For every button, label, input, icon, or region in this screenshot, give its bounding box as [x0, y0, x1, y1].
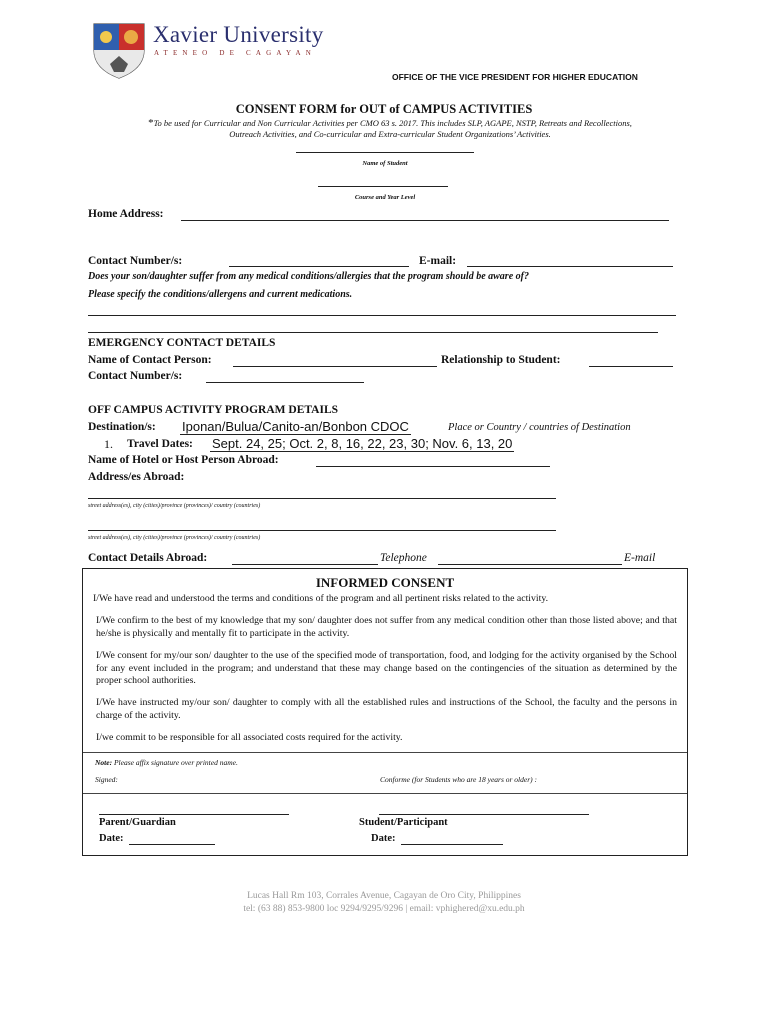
student-date-line[interactable] — [401, 844, 503, 845]
email-abroad-label: E-mail — [624, 552, 656, 564]
note-text: Please affix signature over printed name. — [113, 758, 238, 767]
address-caption-1: street address(es), city (cities)/province (provinces)/ country (countries) — [88, 503, 261, 509]
contact-abroad-label: Contact Details Abroad: — [88, 552, 208, 564]
contact-numbers-label: Contact Number/s: — [88, 255, 183, 267]
parent-guardian-label: Parent/Guardian — [99, 817, 176, 828]
conforme-label: Conforme (for Students who are 18 years or older) : — [380, 775, 538, 784]
home-address-label: Home Address: — [88, 208, 164, 220]
relationship-line[interactable] — [589, 366, 673, 367]
note-line-1: To be used for Curricular and Non Curricular Activities per CMO 63 s. 2017. This includes SLP, AGAPE, NSTP, Retreats and Recollections, — [153, 118, 632, 128]
program-heading: OFF CAMPUS ACTIVITY PROGRAM DETAILS — [88, 404, 339, 416]
address-abroad-line-2[interactable] — [88, 530, 556, 531]
emergency-contact-number-label: Contact Number/s: — [88, 370, 183, 382]
parent-signature-line[interactable] — [99, 814, 289, 815]
emergency-heading: EMERGENCY CONTACT DETAILS — [88, 337, 276, 349]
destination-label: Destination/s: — [88, 421, 156, 433]
note-line-2: Outreach Activities, and Co-curricular and Extra-curricular Student Organizations’ Activities. — [229, 129, 551, 139]
email-line[interactable] — [467, 266, 673, 267]
parent-date-label: Date: — [99, 833, 124, 844]
parent-date-line[interactable] — [129, 844, 215, 845]
footer-address: Lucas Hall Rm 103, Corrales Avenue, Cagayan de Oro City, Philippines — [247, 891, 521, 901]
form-note — [100, 118, 680, 140]
footer-contact: tel: (63 88) 853-9800 loc 9294/9295/9296 | email: vphighered@xu.edu.ph — [243, 904, 525, 914]
travel-dates-label: Travel Dates: — [127, 438, 193, 450]
student-signature-line[interactable] — [379, 814, 589, 815]
note-label: Note: — [95, 758, 113, 767]
asterisk: * — [148, 117, 154, 129]
medical-question-2: Please specify the conditions/allergens and current medications. — [88, 289, 353, 300]
travel-dates-value[interactable]: Sept. 24, 25; Oct. 2, 8, 16, 22, 23, 30; Nov. 6, 13, 20 — [212, 436, 513, 451]
medical-question-1: Does your son/daughter suffer from any medical conditions/allergies that the program should be aware of? — [88, 271, 529, 282]
contact-numbers-line[interactable] — [229, 266, 409, 267]
telephone-label: Telephone — [380, 552, 427, 564]
university-name: Xavier University — [153, 22, 324, 47]
destination-value[interactable]: Iponan/Bulua/Canito-an/Bonbon CDOC — [182, 419, 409, 434]
email-label: E-mail: — [419, 255, 457, 267]
course-year-line[interactable] — [318, 186, 448, 187]
travel-number: 1. — [104, 437, 113, 451]
name-of-student-caption: Name of Student — [362, 160, 408, 167]
form-title: CONSENT FORM for OUT of CAMPUS ACTIVITIES — [235, 102, 533, 116]
address-abroad-line-1[interactable] — [88, 498, 556, 499]
consent-paragraph-1: I/We have read and understood the terms and conditions of the program and all pertinent risks related to the activity. — [93, 593, 549, 604]
hotel-label: Name of Hotel or Host Person Abroad: — [88, 454, 279, 466]
hotel-line[interactable] — [316, 466, 550, 467]
office-heading: OFFICE OF THE VICE PRESIDENT FOR HIGHER EDUCATION — [392, 72, 638, 82]
consent-paragraph-2: I/We confirm to the best of my knowledge that my son/ daughter does not suffer from any medical condition other than those listed above; and that he/she is physically and mentally fit to participate in the activity. — [96, 615, 677, 639]
consent-paragraph-3: I/We consent for my/our son/ daughter to the use of the specified mode of transportation, food, and lodging for the activity organised by the School for any event included in the program; and understand that these may change based on the contingencies of the situation as determined by the proper school authorities. — [96, 650, 677, 686]
address-caption-2: street address(es), city (cities)/province (provinces)/ country (countries) — [88, 535, 261, 541]
footer — [0, 890, 768, 916]
student-participant-label: Student/Participant — [359, 817, 448, 828]
consent-divider-1 — [83, 752, 687, 753]
signature-note — [95, 758, 238, 767]
informed-consent-box — [82, 568, 688, 856]
contact-person-line[interactable] — [233, 366, 437, 367]
signed-label: Signed: — [95, 775, 118, 784]
emergency-contact-number-line[interactable] — [206, 382, 364, 383]
university-subtitle: ATENEO DE CAGAYAN — [154, 49, 317, 57]
relationship-label: Relationship to Student: — [441, 354, 561, 366]
destination-caption: Place or Country / countries of Destination — [448, 422, 631, 433]
address-abroad-label: Address/es Abroad: — [88, 471, 185, 483]
home-address-line[interactable] — [181, 220, 669, 221]
contact-person-label: Name of Contact Person: — [88, 354, 212, 366]
name-of-student-line[interactable] — [296, 152, 474, 153]
consent-paragraph-5: I/we commit to be responsible for all associated costs required for the activity. — [96, 732, 403, 743]
university-seal-logo — [90, 20, 148, 80]
email-abroad-line[interactable] — [438, 564, 622, 565]
medical-answer-line-1[interactable] — [88, 315, 676, 316]
consent-divider-2 — [83, 793, 687, 794]
consent-paragraph-4: I/We have instructed my/our son/ daughter to comply with all the established rules and instructions of the School, the faculty and the persons in charge of the activity. — [96, 697, 677, 721]
telephone-line[interactable] — [232, 564, 378, 565]
course-year-caption: Course and Year Level — [354, 194, 416, 201]
student-date-label: Date: — [371, 833, 396, 844]
consent-heading: INFORMED CONSENT — [315, 575, 455, 590]
medical-answer-line-2[interactable] — [88, 332, 658, 333]
